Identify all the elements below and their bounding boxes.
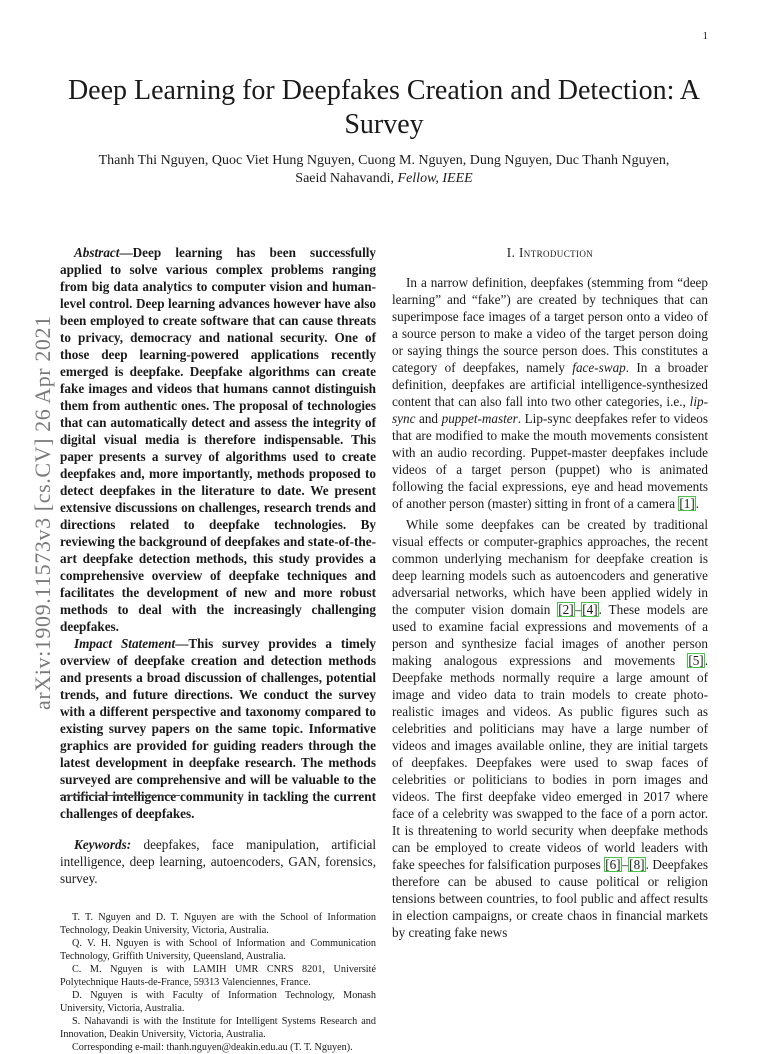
- page-number: 1: [702, 30, 708, 42]
- author-nahavandi: Saeid Nahavandi,: [295, 171, 395, 186]
- intro-p1-text-e: .: [695, 496, 700, 511]
- keywords-text: deepfakes, face manipulation, artificial intelligence, deep learning, autoencoders, GAN, forensics, survey.: [60, 837, 376, 886]
- intro-p1-text-a: In a narrow definition, deepfakes (stemming from “deep learning” and “fake”) are created by techniques that can superimpose face images of a target person onto a video of a source person to make a video of the target person doing or saying things the source person does. This constitutes a category of deepfakes, namely: [392, 275, 708, 375]
- authors-line-1: Thanh Thi Nguyen, Quoc Viet Hung Nguyen, Cuong M. Nguyen, Dung Nguyen, Duc Thanh Nguyen,: [98, 153, 670, 168]
- authors-line-2: [60, 170, 708, 188]
- impact-statement-text: —This survey provides a timely overview of deepfake creation and detection methods and presents a broad discussion of challenges, potential trends, and future directions. We conduct the survey with a different perspective and taxonomy compared to existing survey papers on the same topic. Informative graphics are provided for guiding readers through the latest development in deepfake research. The methods surveyed are comprehensive and will be valuable to the artificial intelligence community in tackling the current challenges of deepfakes.: [60, 636, 377, 821]
- section-heading-introduction: [392, 244, 708, 261]
- keywords-paragraph: [60, 836, 376, 887]
- affiliation-footnotes: [60, 911, 376, 1054]
- citation-link-8[interactable]: [8]: [629, 857, 645, 872]
- abstract-label: Abstract: [74, 245, 120, 260]
- intro-p1-text-b: . In a broader definition, deepfakes are artificial intelligence-synthesized content that can also fall into two other categories, i.e.,: [392, 360, 708, 409]
- citation-range-dash: –: [621, 857, 629, 872]
- title-block: [60, 74, 708, 188]
- intro-p2-text-b: . These models are used to examine facial expressions and movements of a person and synthesize facial images of another person making analogous expressions and movements: [392, 602, 708, 668]
- footnote-item: Corresponding e-mail: thanh.nguyen@deakin.edu.au (T. T. Nguyen).: [72, 1042, 353, 1053]
- citation-link-4[interactable]: [4]: [582, 602, 598, 617]
- abstract-paragraph: [60, 244, 376, 635]
- citation-link-2[interactable]: [2]: [558, 602, 574, 617]
- author-fellow-title: Fellow, IEEE: [397, 171, 473, 186]
- intro-p2-text-c: . Deepfake methods normally require a large amount of image and video data to train models to create photo-realistic images and videos. As public figures such as celebrities and politicians may have a large number of videos and images available online, they are initial targets of deepfakes. Deepfakes were used to swap faces of celebrities or politicians to bodies in porn images and videos. The first deepfake video emerged in 2017 where face of a celebrity was swapped to the face of a porn actor. It is threatening to world security when deepfake methods can be employed to create videos of world leaders with fake speeches for falsification purposes: [392, 653, 708, 872]
- intro-paragraph-2: [392, 516, 708, 941]
- arxiv-identifier-watermark[interactable]: arXiv:1909.11573v3 [cs.CV] 26 Apr 2021: [30, 315, 55, 710]
- abstract-text: —Deep learning has been successfully applied to solve various complex problems ranging from big data analytics to computer vision and human-level control. Deep learning advances however have also been employed to create software that can cause threats to privacy, democracy and national security. One of those deep learning-powered applications recently emerged is deepfake. Deepfake algorithms can create fake images and videos that humans cannot distinguish them from authentic ones. The proposal of technologies that can automatically detect and assess the integrity of digital visual media is therefore indispensable. This paper presents a survey of algorithms used to create deepfakes and, more importantly, methods proposed to detect deepfakes in the literature to date. We present extensive discussions on challenges, research trends and directions related to deepfake technologies. By reviewing the background of deepfakes and state-of-the-art deepfake detection methods, this study provides a comprehensive overview of deepfake techniques and facilitates the development of new and more robust methods to deal with the increasingly challenging deepfakes.: [60, 245, 377, 634]
- section-numeral: I.: [506, 245, 516, 260]
- intro-paragraph-1: [392, 274, 708, 512]
- footnote-item: S. Nahavandi is with the Institute for Intelligent Systems Research and Innovation, Deakin University, Victoria, Australia.: [60, 1016, 376, 1040]
- footnote-item: Q. V. H. Nguyen is with School of Information and Communication Technology, Griffith University, Queensland, Australia.: [60, 938, 376, 962]
- citation-link-6[interactable]: [6]: [605, 857, 621, 872]
- paper-title: Deep Learning for Deepfakes Creation and Detection: A Survey: [67, 75, 701, 140]
- term-puppet-master: puppet-master: [441, 411, 518, 426]
- footnote-item: D. Nguyen is with Faculty of Information Technology, Monash University, Victoria, Australia.: [60, 990, 376, 1014]
- intro-p1-text-d: . Lip-sync deepfakes refer to videos that are modified to make the mouth movements consistent with an audio recording. Puppet-master deepfakes include videos of a target person (puppet) who is animated following the facial expressions, eye and head movements of another person (master) sitting in front of a camera: [392, 411, 708, 511]
- citation-link-5[interactable]: [5]: [688, 653, 704, 668]
- right-column: [392, 244, 708, 941]
- intro-p2-text-d: . Deepfakes therefore can be abused to cause political or religion tensions between countries, to fool public and affect results in election campaigns, or create chaos in financial markets by creating fake news: [392, 857, 708, 940]
- term-face-swap: face-swap: [572, 360, 626, 375]
- footnote-item: C. M. Nguyen is with LAMIH UMR CNRS 8201, Université Polytechnique Hauts-de-France, 59313 Valenciennes, France.: [60, 964, 376, 988]
- footnote-item: T. T. Nguyen and D. T. Nguyen are with the School of Information Technology, Deakin University, Victoria, Australia.: [60, 912, 376, 936]
- footnote-separator-rule: [60, 795, 180, 796]
- intro-p1-text-c: and: [415, 411, 442, 426]
- term-lip-sync: lip-sync: [392, 394, 708, 426]
- impact-statement-label: Impact Statement: [74, 636, 176, 651]
- keywords-label: Keywords:: [74, 837, 132, 852]
- author-list: [60, 152, 708, 188]
- section-title: Introduction: [519, 245, 594, 260]
- left-column: [60, 244, 376, 1054]
- intro-p2-text-a: While some deepfakes can be created by traditional visual effects or computer-graphics approaches, the recent common underlying mechanism for deepfake creation is deep learning models such as autoencoders and generative adversarial networks, which have been applied widely in the computer vision domain: [392, 517, 708, 617]
- abstract-section: [60, 244, 376, 822]
- citation-range-dash: –: [574, 602, 582, 617]
- citation-link-1[interactable]: [1]: [679, 496, 695, 511]
- impact-statement-paragraph: [60, 635, 376, 822]
